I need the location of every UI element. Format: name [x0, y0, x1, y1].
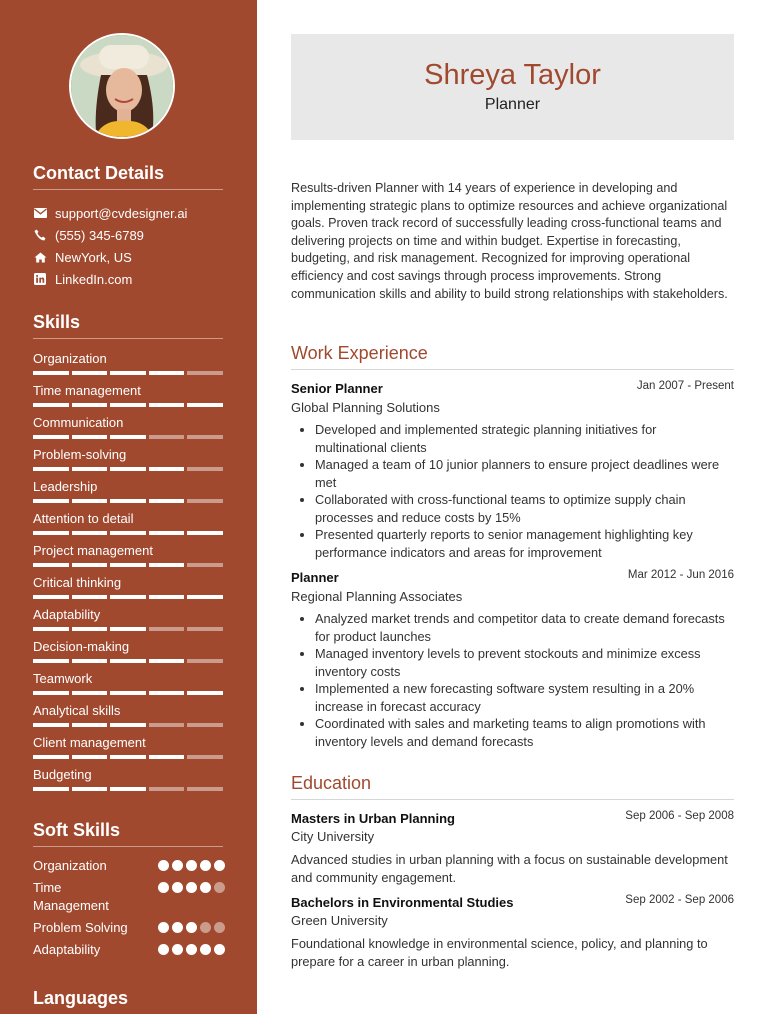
skill-level-segment: [33, 755, 69, 759]
skill-item: [33, 574, 223, 599]
soft-skill-label: Adaptability: [33, 942, 101, 957]
job-bullet: Developed and implemented strategic planning initiatives for multinational clients: [296, 421, 726, 456]
skill-item: [33, 606, 223, 631]
skill-level-segment: [110, 755, 146, 759]
soft-skill-rating: [158, 922, 225, 933]
skill-level-segment: [33, 659, 69, 663]
envelope-icon: [33, 206, 47, 220]
sidebar: [0, 0, 257, 1014]
contact-location: [33, 248, 132, 266]
contact-linkedin-text: LinkedIn.com: [55, 271, 133, 287]
skill-label: Analytical skills: [33, 703, 121, 718]
skill-level-segment: [33, 691, 69, 695]
skill-level-segment: [72, 435, 108, 439]
skill-item: [33, 542, 223, 567]
job-bullet: Implemented a new forecasting software system resulting in a 20% increase in forecast accuracy: [296, 680, 726, 715]
skill-label: Problem-solving: [33, 447, 127, 462]
skill-level-bar: [33, 403, 223, 407]
job-bullet: Coordinated with sales and marketing teams to align promotions with inventory levels and demand forecasts: [296, 715, 726, 750]
skill-level-segment: [33, 435, 69, 439]
school-name: City University: [291, 829, 375, 844]
job-company: Global Planning Solutions: [291, 400, 440, 415]
job-company: Regional Planning Associates: [291, 589, 463, 604]
skill-level-segment: [149, 755, 185, 759]
skill-level-bar: [33, 371, 223, 375]
skill-level-segment: [149, 691, 185, 695]
skill-level-segment: [33, 403, 69, 407]
skill-label: Communication: [33, 415, 124, 430]
skill-label: Client management: [33, 735, 146, 750]
skill-level-bar: [33, 723, 223, 727]
skill-level-segment: [110, 595, 146, 599]
skill-level-segment: [33, 563, 69, 567]
contact-phone-text: (555) 345-6789: [55, 227, 144, 243]
skill-level-segment: [149, 563, 185, 567]
skill-level-segment: [187, 691, 223, 695]
soft-skill-label: Problem Solving: [33, 920, 128, 935]
rating-dot: [158, 860, 169, 871]
skill-level-segment: [187, 563, 223, 567]
skill-level-segment: [149, 627, 185, 631]
languages-title: Languages: [33, 988, 129, 1008]
skill-level-segment: [187, 595, 223, 599]
rating-dot: [214, 944, 225, 955]
skill-label: Critical thinking: [33, 575, 122, 590]
contact-location-text: NewYork, US: [55, 249, 132, 265]
skill-level-segment: [72, 595, 108, 599]
skill-level-segment: [33, 531, 69, 535]
contact-phone[interactable]: [33, 226, 144, 244]
skill-level-segment: [149, 403, 185, 407]
job-title: Senior Planner: [291, 381, 383, 396]
soft-skill-rating: [158, 944, 225, 955]
rating-dot: [186, 944, 197, 955]
skill-level-bar: [33, 467, 223, 471]
skill-level-segment: [187, 499, 223, 503]
skill-level-segment: [187, 403, 223, 407]
rating-dot: [214, 922, 225, 933]
skill-level-segment: [149, 499, 185, 503]
skill-label: Attention to detail: [33, 511, 134, 526]
skill-level-segment: [187, 467, 223, 471]
skill-label: Budgeting: [33, 767, 92, 782]
skill-level-segment: [149, 531, 185, 535]
rating-dot: [200, 922, 211, 933]
rating-dot: [172, 860, 183, 871]
skill-level-segment: [72, 723, 108, 727]
education-title: Education: [291, 773, 372, 793]
skill-level-segment: [187, 531, 223, 535]
rating-dot: [172, 882, 183, 893]
linkedin-icon: [33, 272, 47, 286]
soft-skills-divider: [33, 846, 223, 847]
skill-level-segment: [110, 435, 146, 439]
skill-item: [33, 510, 223, 535]
skill-level-segment: [110, 531, 146, 535]
skill-level-bar: [33, 691, 223, 695]
skill-level-segment: [72, 563, 108, 567]
skill-level-bar: [33, 563, 223, 567]
skill-item: [33, 734, 223, 759]
skill-level-bar: [33, 627, 223, 631]
skill-item: [33, 350, 223, 375]
rating-dot: [158, 882, 169, 893]
job-bullet: Managed a team of 10 junior planners to ensure project deadlines were met: [296, 456, 726, 491]
school-name: Green University: [291, 913, 388, 928]
skill-level-segment: [72, 371, 108, 375]
rating-dot: [214, 882, 225, 893]
skill-level-segment: [149, 595, 185, 599]
skill-level-segment: [110, 467, 146, 471]
skill-level-segment: [187, 659, 223, 663]
skill-item: [33, 766, 223, 791]
soft-skill-rating: [158, 860, 225, 871]
candidate-role: Planner: [484, 96, 541, 113]
skill-item: [33, 414, 223, 439]
education-description: Foundational knowledge in environmental science, policy, and planning to prepare for a career in urban planning.: [291, 936, 708, 969]
education-description: Advanced studies in urban planning with a focus on sustainable development and community engagement.: [291, 852, 728, 885]
skill-level-segment: [72, 787, 108, 791]
skill-level-segment: [33, 499, 69, 503]
skill-level-bar: [33, 531, 223, 535]
summary-text: Results-driven Planner with 14 years of experience in developing and implementing strategic plans to optimize resources and achieve organizational goals. Proven track record of successfully leading cross-functional teams and delivering projects on time and within budget. Expertise in forecasting, budgeting, and risk management. Recognized for improving operational efficiency and cost savings through process improvements. Strong communication skills and ability to build strong relationships with stakeholders.: [291, 181, 728, 301]
education-date: Sep 2002 - Sep 2006: [625, 894, 734, 906]
soft-skill-rating: [158, 882, 225, 893]
skill-level-segment: [33, 595, 69, 599]
skill-level-segment: [149, 659, 185, 663]
skill-level-segment: [149, 787, 185, 791]
skill-level-segment: [187, 371, 223, 375]
contact-title: Contact Details: [33, 163, 165, 183]
contact-linkedin[interactable]: [33, 270, 132, 288]
skill-level-bar: [33, 595, 223, 599]
skill-item: [33, 446, 223, 471]
name-header: [291, 34, 734, 140]
skills-divider: [33, 338, 223, 339]
skill-label: Time management: [33, 383, 141, 398]
contact-divider: [33, 189, 223, 190]
skill-level-segment: [72, 755, 108, 759]
skill-level-segment: [187, 723, 223, 727]
soft-skills-title: Soft Skills: [33, 820, 121, 840]
skill-level-segment: [149, 371, 185, 375]
skill-level-bar: [33, 435, 223, 439]
degree-title: Bachelors in Environmental Studies: [291, 895, 514, 910]
skill-level-segment: [149, 723, 185, 727]
skill-level-segment: [72, 627, 108, 631]
skill-item: [33, 638, 223, 663]
skill-item: [33, 382, 223, 407]
phone-icon: [33, 228, 47, 242]
skill-level-segment: [149, 435, 185, 439]
skill-level-segment: [72, 659, 108, 663]
skill-label: Project management: [33, 543, 153, 558]
job-bullets: [296, 610, 726, 750]
job-bullet: Managed inventory levels to prevent stockouts and minimize excess inventory costs: [296, 645, 726, 680]
skill-label: Adaptability: [33, 607, 101, 622]
skill-level-segment: [72, 403, 108, 407]
skill-level-segment: [187, 435, 223, 439]
skill-level-segment: [33, 787, 69, 791]
degree-title: Masters in Urban Planning: [291, 811, 455, 826]
skill-level-segment: [33, 467, 69, 471]
job-bullet: Collaborated with cross-functional teams to optimize supply chain processes and reduce costs by 15%: [296, 491, 726, 526]
home-icon: [33, 250, 47, 264]
skill-label: Teamwork: [33, 671, 93, 686]
skill-level-segment: [110, 659, 146, 663]
rating-dot: [158, 922, 169, 933]
skill-item: [33, 670, 223, 695]
job-date: Jan 2007 - Present: [636, 380, 734, 392]
job-bullets: [296, 421, 726, 561]
skill-level-bar: [33, 755, 223, 759]
job-date: Mar 2012 - Jun 2016: [627, 569, 734, 581]
skill-level-segment: [72, 531, 108, 535]
skill-level-bar: [33, 787, 223, 791]
work-experience-title: Work Experience: [291, 343, 428, 363]
rating-dot: [214, 860, 225, 871]
education-date: Sep 2006 - Sep 2008: [625, 810, 734, 822]
skill-level-segment: [33, 371, 69, 375]
profile-photo: [69, 33, 175, 139]
skill-level-segment: [33, 723, 69, 727]
skill-level-segment: [110, 723, 146, 727]
skill-level-segment: [110, 563, 146, 567]
rating-dot: [186, 882, 197, 893]
skill-level-segment: [110, 691, 146, 695]
rating-dot: [200, 860, 211, 871]
skill-level-segment: [110, 499, 146, 503]
skill-level-segment: [187, 787, 223, 791]
skill-level-segment: [72, 691, 108, 695]
rating-dot: [200, 882, 211, 893]
rating-dot: [158, 944, 169, 955]
rating-dot: [172, 922, 183, 933]
skill-label: Organization: [33, 351, 107, 366]
soft-skill-label: Time Management: [33, 880, 109, 913]
skill-level-bar: [33, 499, 223, 503]
skill-level-segment: [33, 627, 69, 631]
skill-level-segment: [110, 403, 146, 407]
job-title: Planner: [291, 570, 339, 585]
education-divider: [291, 799, 734, 800]
skill-level-segment: [149, 467, 185, 471]
skill-level-segment: [187, 627, 223, 631]
rating-dot: [200, 944, 211, 955]
skill-item: [33, 478, 223, 503]
skills-title: Skills: [33, 312, 81, 332]
skill-level-segment: [72, 467, 108, 471]
skill-label: Decision-making: [33, 639, 130, 654]
candidate-name: Shreya Taylor: [424, 59, 601, 91]
job-bullet: Presented quarterly reports to senior management highlighting key performance indicators and areas for improvement: [296, 526, 726, 561]
rating-dot: [186, 922, 197, 933]
job-bullet: Analyzed market trends and competitor data to create demand forecasts for product launches: [296, 610, 726, 645]
skill-label: Leadership: [33, 479, 98, 494]
skill-level-bar: [33, 659, 223, 663]
soft-skill-label: Organization: [33, 858, 107, 873]
contact-email[interactable]: [33, 204, 187, 222]
skill-level-segment: [72, 499, 108, 503]
contact-email-text: support@cvdesigner.ai: [55, 205, 188, 221]
skill-level-segment: [187, 755, 223, 759]
rating-dot: [172, 944, 183, 955]
skill-level-segment: [110, 371, 146, 375]
skill-level-segment: [110, 787, 146, 791]
work-experience-divider: [291, 369, 734, 370]
skill-item: [33, 702, 223, 727]
rating-dot: [186, 860, 197, 871]
skill-level-segment: [110, 627, 146, 631]
